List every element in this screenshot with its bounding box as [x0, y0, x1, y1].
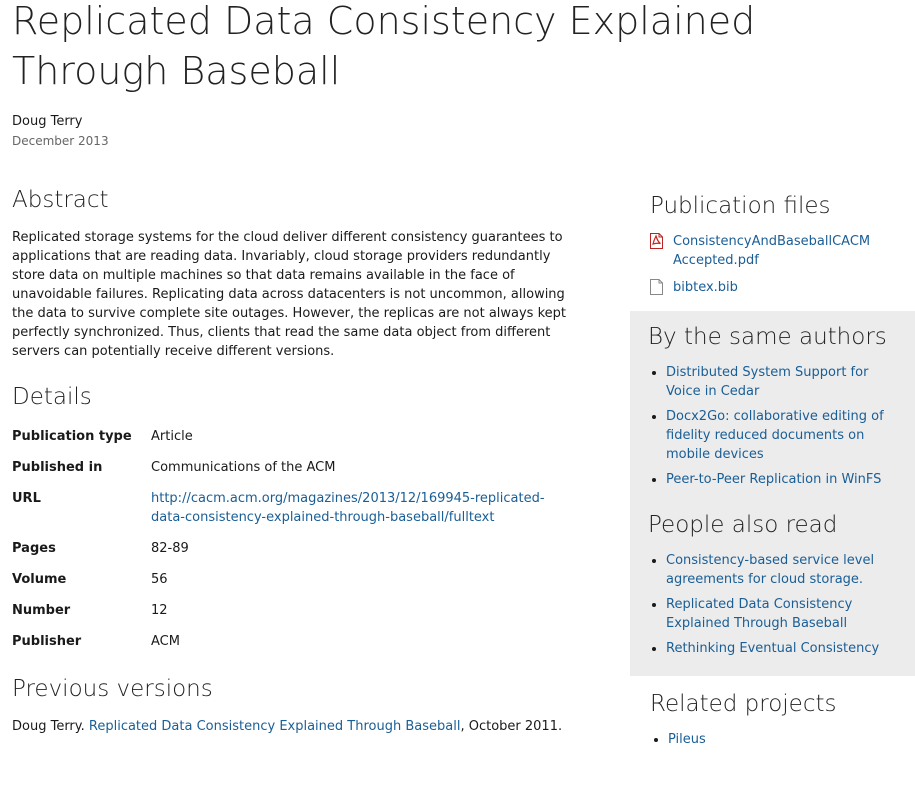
author-name: Doug Terry: [12, 114, 83, 129]
same-authors-list: [648, 363, 897, 489]
sidebar: [630, 190, 915, 757]
file-list: [650, 232, 895, 297]
detail-value: Communications of the ACM: [151, 460, 336, 475]
detail-value: 82-89: [151, 541, 189, 556]
detail-value: 56: [151, 572, 168, 587]
pdf-icon: [650, 233, 663, 249]
table-row: [12, 539, 571, 570]
detail-key: Publisher: [12, 634, 82, 649]
also-read-link[interactable]: Consistency-based service level agreements for cloud storage.: [666, 553, 875, 587]
related-projects-list: [650, 730, 895, 749]
table-row: [12, 458, 571, 489]
detail-value: Article: [151, 429, 193, 444]
publication-files-heading: Publication files: [650, 193, 831, 219]
table-row: [12, 427, 571, 458]
details-table: [12, 427, 571, 663]
same-author-link[interactable]: Peer-to-Peer Replication in WinFS: [666, 472, 882, 487]
list-item: [668, 730, 895, 749]
file-icon: [650, 279, 663, 295]
table-row: [12, 632, 571, 663]
abstract-heading: Abstract: [12, 187, 109, 213]
detail-key: Pages: [12, 541, 56, 556]
same-authors-heading: By the same authors: [648, 324, 887, 350]
list-item: [650, 232, 895, 270]
related-box: [630, 311, 915, 676]
detail-key: Publication type: [12, 429, 132, 444]
previous-version-prefix: Doug Terry.: [12, 719, 89, 734]
publication-files-section: [630, 190, 915, 297]
list-item: [666, 407, 897, 464]
pdf-file-link[interactable]: ConsistencyAndBaseballCACM Accepted.pdf: [673, 234, 871, 268]
table-row: [12, 570, 571, 601]
details-heading: Details: [12, 384, 92, 410]
main-content: [12, 186, 577, 736]
related-projects-heading: Related projects: [650, 691, 837, 717]
previous-versions-heading: Previous versions: [12, 676, 213, 702]
previous-version-suffix: , October 2011.: [460, 719, 563, 734]
detail-key: Published in: [12, 460, 103, 475]
abstract-text: Replicated storage systems for the cloud deliver different consistency guarantees to applications that are reading data. Invariably, cloud storage providers redundantly store data on multiple machines so that data remains available in the face of unavoidable failures. Replicating data across datacenters is not uncommon, allowing the data to survive complete site outages. However, the replicas are not always kept perfectly synchronized. Thus, clients that read the same data object from different servers can potentially receive different versions.: [12, 230, 567, 359]
related-project-link[interactable]: Pileus: [668, 732, 706, 747]
also-read-link[interactable]: Rethinking Eventual Consistency: [666, 641, 880, 656]
previous-version-link[interactable]: Replicated Data Consistency Explained Through Baseball: [88, 719, 461, 734]
list-item: [666, 595, 897, 633]
also-read-link[interactable]: Replicated Data Consistency Explained Through Baseball: [666, 597, 853, 631]
detail-key: URL: [12, 491, 41, 506]
bib-file-link[interactable]: bibtex.bib: [673, 280, 738, 295]
list-item: [666, 363, 897, 401]
detail-value: 12: [151, 603, 168, 618]
previous-version-entry: [12, 717, 577, 736]
publication-date: December 2013: [12, 134, 109, 148]
detail-key: Number: [12, 603, 71, 618]
list-item: [666, 639, 897, 658]
also-read-heading: People also read: [648, 512, 838, 538]
url-link[interactable]: http://cacm.acm.org/magazines/2013/12/169945-replicated-data-consistency-explained-through-baseball/fulltext: [151, 491, 545, 525]
same-author-link[interactable]: Distributed System Support for Voice in Cedar: [666, 365, 869, 399]
same-author-link[interactable]: Docx2Go: collaborative editing of fidelity reduced documents on mobile devices: [666, 409, 884, 462]
also-read-list: [648, 551, 897, 658]
detail-value: [151, 489, 571, 539]
detail-key: Volume: [12, 572, 67, 587]
section-spacer: [648, 497, 897, 509]
list-item: [666, 551, 897, 589]
list-item: [666, 470, 897, 489]
detail-value: ACM: [151, 634, 180, 649]
related-projects-section: [630, 676, 915, 749]
page-title: Replicated Data Consistency Explained Through Baseball: [12, 0, 756, 93]
table-row: [12, 489, 571, 539]
table-row: [12, 601, 571, 632]
list-item: [650, 278, 895, 297]
